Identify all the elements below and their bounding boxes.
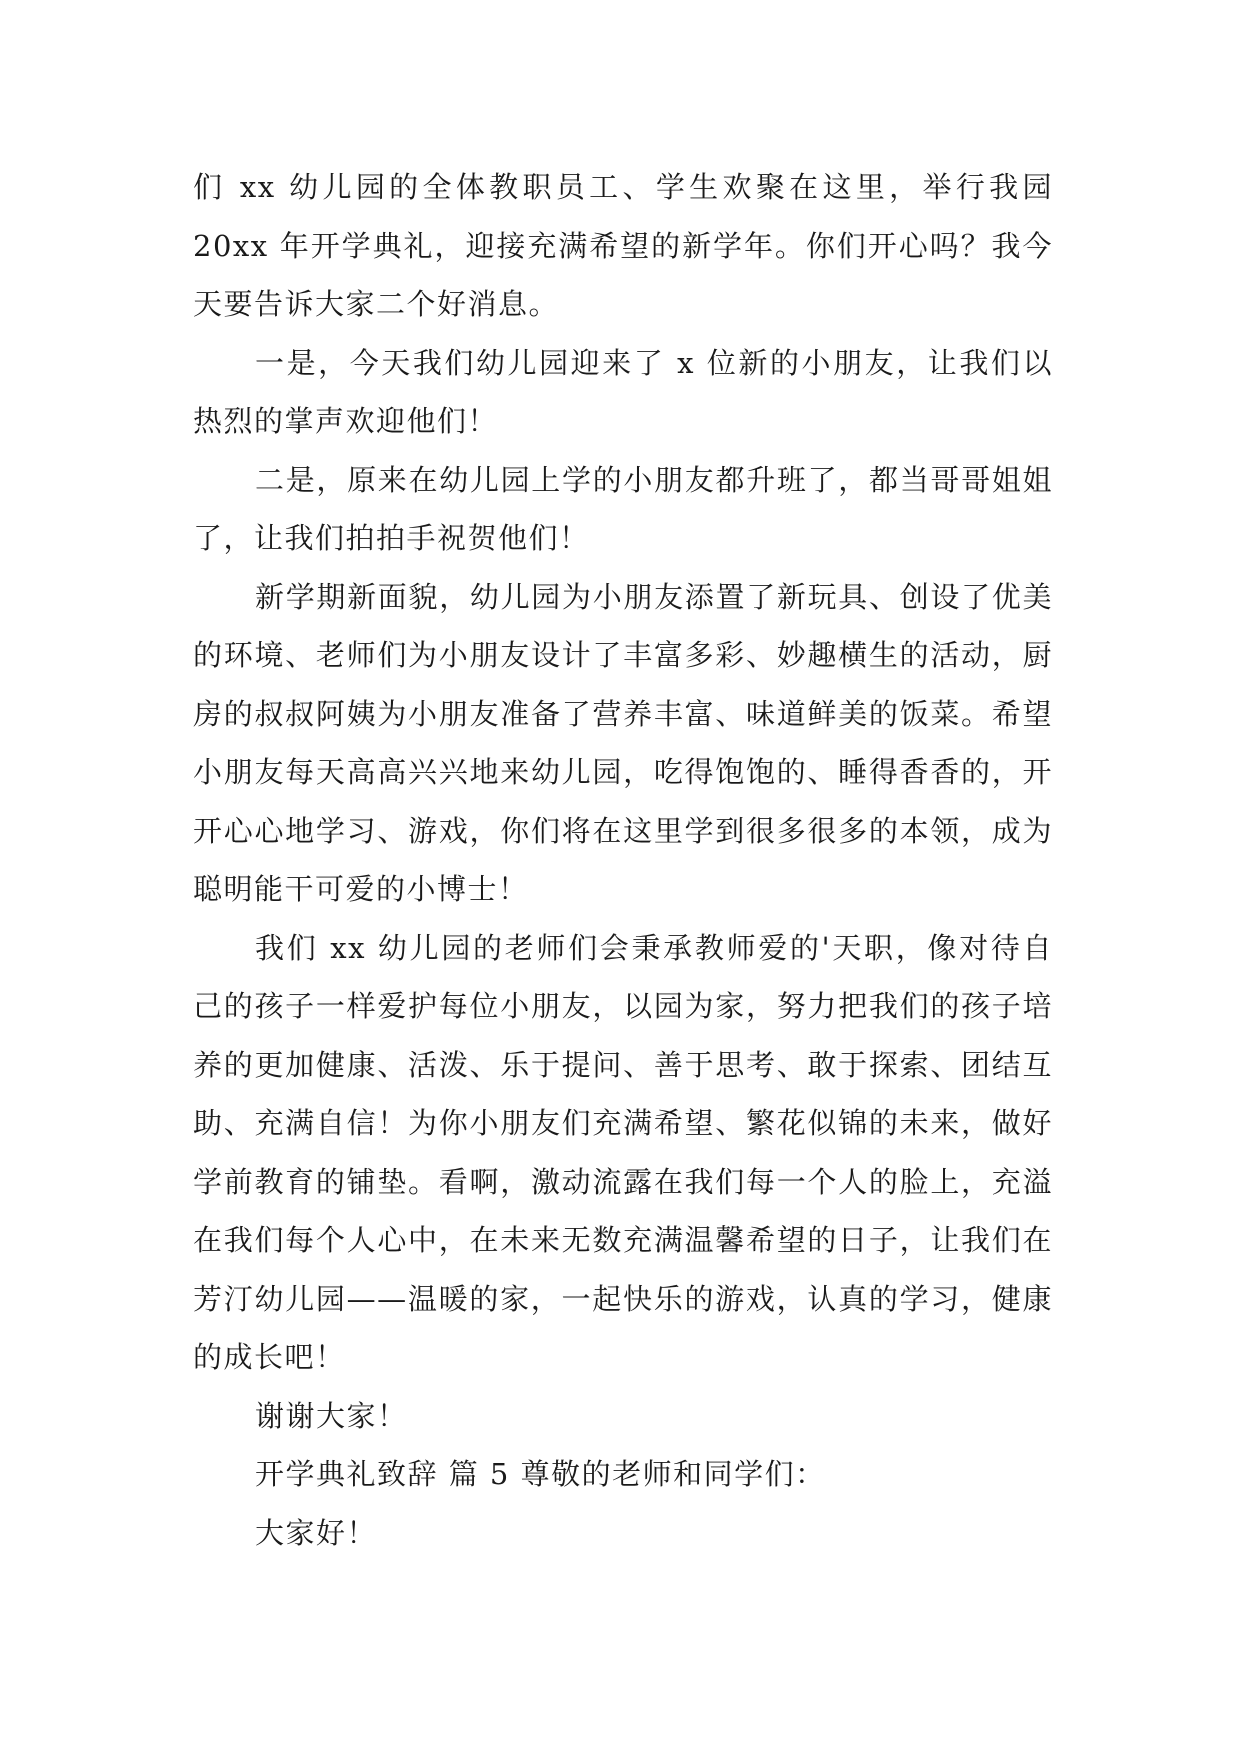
paragraph-teachers-commitment: 我们 xx 幼儿园的老师们会秉承教师爱的'天职，像对待自己的孩子一样爱护每位小朋友，以园为家，努力把我们的孩子培养的更加健康、活泼、乐于提问、善于思考、敢于探索、团结互助、充满自信！为你小朋友们充满希望、繁花似锦的未来，做好学前教育的铺垫。看啊，激动流露在我们每一个人的脸上，充溢在我们每个人心中，在未来无数充满温馨希望的日子，让我们在芳汀幼儿园——温暖的家，一起快乐的游戏，认真的学习，健康的成长吧！ [193, 930, 1053, 1374]
paragraph-continuation: 们 xx 幼儿园的全体教职员工、学生欢聚在这里，举行我园 20xx 年开学典礼，迎接充满希望的新学年。你们开心吗？我今天要告诉大家二个好消息。 [193, 170, 1053, 321]
paragraph-new-semester: 新学期新面貌，幼儿园为小朋友添置了新玩具、创设了优美的环境、老师们为小朋友设计了丰富多彩、妙趣横生的活动，厨房的叔叔阿姨为小朋友准备了营养丰富、味道鲜美的饭菜。希望小朋友每天高高兴兴地来幼儿园，吃得饱饱的、睡得香香的，开开心心地学习、游戏，你们将在这里学到很多很多的本领，成为聪明能干可爱的小博士！ [193, 579, 1053, 906]
document-body [193, 158, 1053, 1562]
paragraph-new-friends: 一是，今天我们幼儿园迎来了 x 位新的小朋友，让我们以热烈的掌声欢迎他们！ [193, 345, 1053, 438]
paragraph-greeting: 大家好！ [255, 1515, 378, 1550]
paragraph-promoted: 二是，原来在幼儿园上学的小朋友都升班了，都当哥哥姐姐了，让我们拍拍手祝贺他们！ [193, 462, 1053, 555]
paragraph-thanks: 谢谢大家！ [255, 1398, 408, 1433]
paragraph-speech-heading: 开学典礼致辞 篇 5 尊敬的老师和同学们： [255, 1457, 826, 1491]
